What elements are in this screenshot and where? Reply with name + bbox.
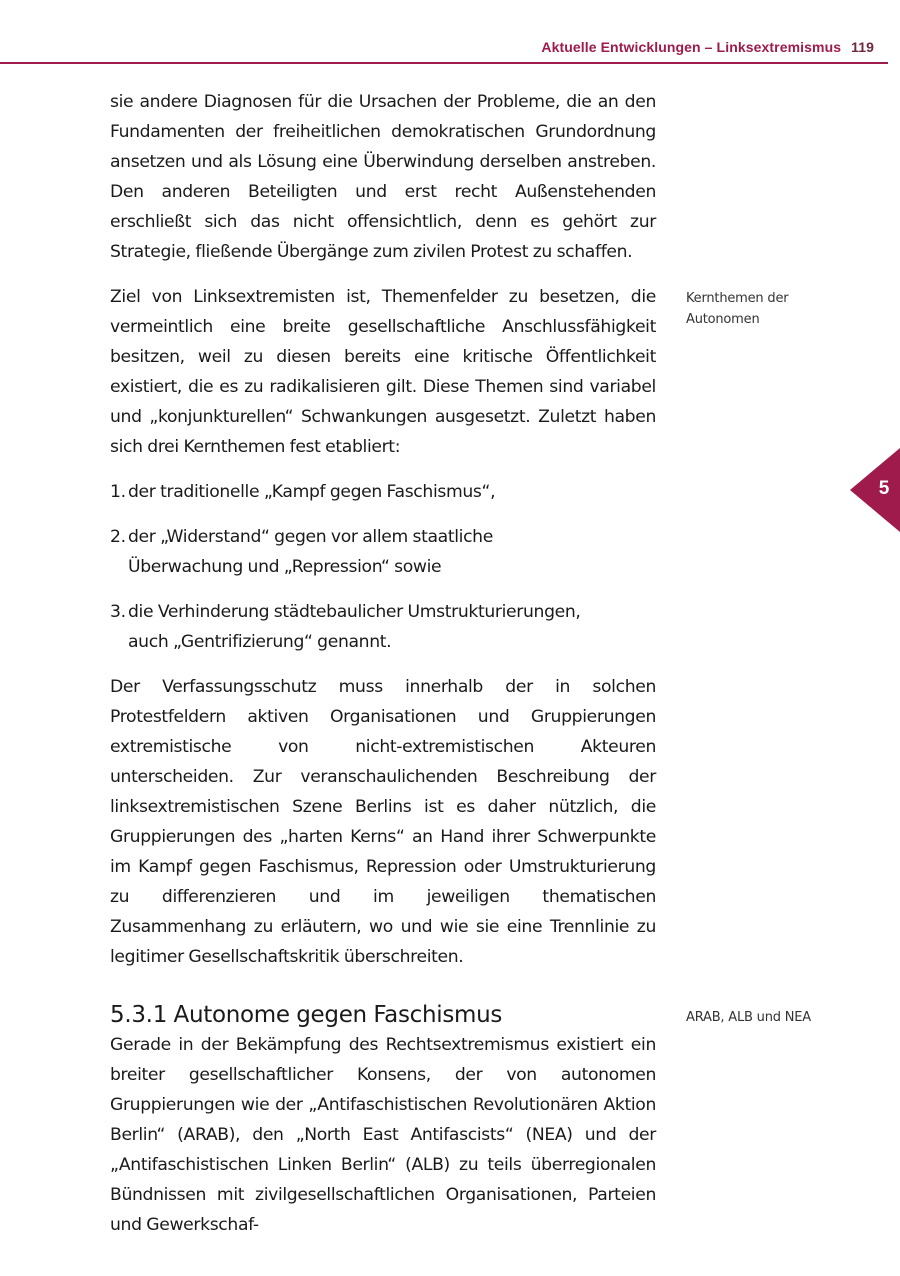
- chapter-number: 5: [878, 478, 890, 499]
- paragraph: Ziel von Linksextremisten ist, Themenfelder zu besetzen, die vermeintlich eine breite gesellschaftliche Anschlussfähigkeit besitzen, weil zu diesen bereits eine kritische Öffentlichkeit existiert, die es zu radikalisieren gilt. Diese Themen sind variabel und „konjunkturellen“ Schwankungen ausgesetzt. Zuletzt haben sich drei Kernthemen fest etabliert:: [110, 287, 656, 457]
- running-header: [541, 39, 874, 55]
- paragraph: Gerade in der Bekämpfung des Rechtsextremismus existiert ein breiter gesellschaftlicher Konsens, der von autonomen Gruppierungen wie der „Antifaschistischen Revolutionären Aktion Berlin“ (ARAB), den „North East Antifascists“ (NEA) und der „Antifaschistischen Linken Berlin“ (ALB) zu teils überregionalen Bündnissen mit zivilgesellschaftlichen Organisationen, Parteien und Gewerkschaf-: [110, 1035, 656, 1235]
- list-item: [110, 477, 656, 507]
- list-item-text: die Verhinderung städtebaulicher Umstrukturierungen, auch „Gentrifizierung“ genannt.: [128, 602, 581, 652]
- main-text-column: [110, 87, 656, 1255]
- list-item-number: 3.: [110, 602, 126, 622]
- page-header: [0, 0, 900, 66]
- list-item-number: 2.: [110, 527, 126, 547]
- paragraph: sie andere Diagnosen für die Ursachen der Probleme, die an den Fundamenten der freiheitlichen demokratischen Grundordnung ansetzen und als Lösung eine Überwindung derselben anstreben. Den anderen Beteiligten und erst recht Außenstehenden erschließt sich das nicht offensichtlich, denn es gehört zur Strategie, fließende Übergänge zum zivilen Protest zu schaffen.: [110, 92, 656, 262]
- paragraph: Der Verfassungsschutz muss innerhalb der in solchen Protestfeldern aktiven Organisationen und Gruppierungen extremistische von nicht-extremistischen Akteuren unterscheiden. Zur veranschaulichenden Beschreibung der linksextremistischen Szene Berlins ist es daher nützlich, die Gruppierungen des „harten Kerns“ an Hand ihrer Schwerpunkte im Kampf gegen Faschismus, Repression oder Umstrukturierung zu differenzieren und im jeweiligen thematischen Zusammenhang zu erläutern, wo und wie sie eine Trennlinie zu legitimer Gesellschaftskritik überschreiten.: [110, 677, 656, 967]
- list-item: [110, 522, 656, 582]
- list-item-text: der traditionelle „Kampf gegen Faschismus“,: [128, 482, 496, 502]
- running-title: Aktuelle Entwicklungen – Linksextremismus: [541, 39, 842, 55]
- margin-note-groups: ARAB, ALB und NEA: [686, 1010, 811, 1025]
- page-number: 119: [851, 39, 874, 55]
- chapter-tab: [850, 448, 900, 532]
- section-heading: 5.3.1 Autonome gegen Faschismus: [110, 1002, 503, 1028]
- list-item: [110, 597, 656, 657]
- core-topics-list: [110, 477, 656, 657]
- list-item-text: der „Widerstand“ gegen vor allem staatliche Überwachung und „Repression“ sowie: [128, 527, 493, 577]
- list-item-number: 1.: [110, 482, 126, 502]
- margin-note-core-topics: Kernthemen der Autonomen: [686, 291, 789, 327]
- header-rule: [0, 62, 888, 64]
